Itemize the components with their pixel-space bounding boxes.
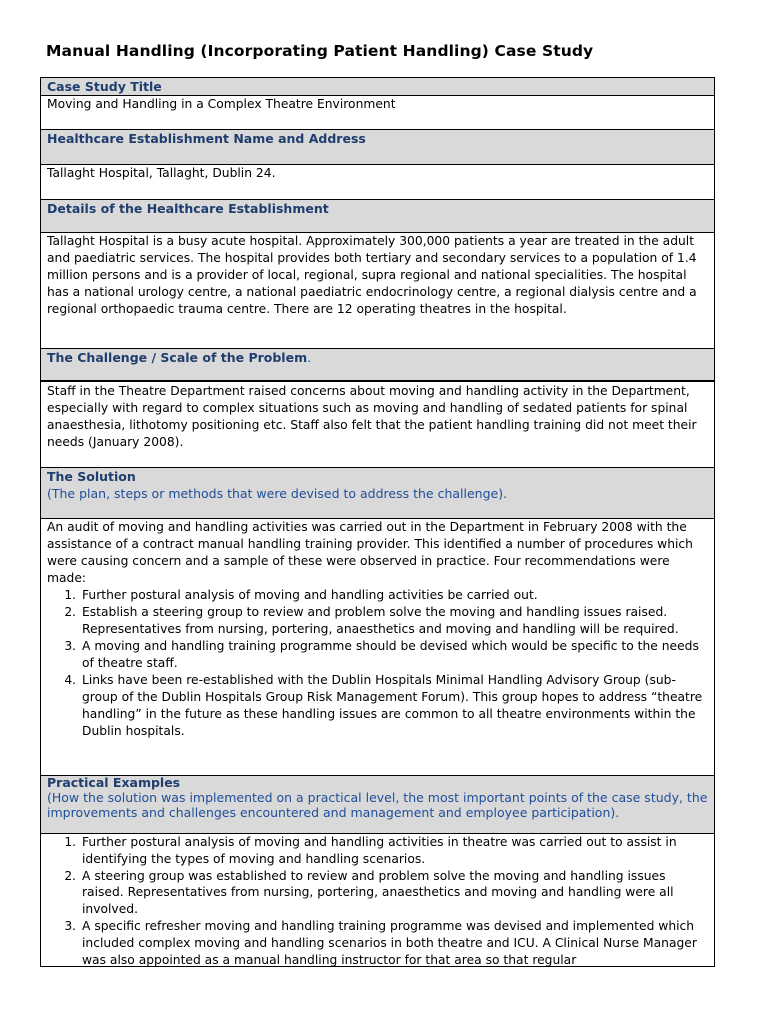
list-item: 3. A specific refresher moving and handling training programme was devised and implemented which included complex moving and handling scenarios in both theatre and ICU. A Clinical Nurse Manager was also appointed as a manual handling instructor for that area so that regular bbox=[80, 918, 708, 967]
list-item: 2. Establish a steering group to review and problem solve the moving and handling issues raised. Representatives from nursing, portering, anaesthetics and moving and handling will be required. bbox=[80, 604, 708, 638]
document-title: Manual Handling (Incorporating Patient Handling) Case Study bbox=[46, 42, 594, 60]
practical-examples-header bbox=[41, 776, 714, 834]
solution-subheading: (The plan, steps or methods that were devised to address the challenge). bbox=[47, 486, 508, 501]
practical-examples-list bbox=[47, 834, 708, 967]
establishment-details-value: Tallaght Hospital is a busy acute hospital. Approximately 300,000 patients a year are treated in the adult and paediatric services. The hospital provides both tertiary and secondary services to a population of 1.4 million persons and is a provider of local, regional, supra regional and national specialities. The hospital has a national urology centre, a national paediatric endocrinology centre, a regional dialysis centre and a regional orthopaedic trauma centre. There are 12 operating theatres in the hospital. bbox=[47, 234, 697, 316]
case-study-title-cell bbox=[41, 96, 714, 130]
establishment-details-cell bbox=[41, 233, 714, 349]
establishment-name-header bbox=[41, 130, 714, 165]
list-item: 3. A moving and handling training programme should be devised which would be specific to the needs of theatre staff. bbox=[80, 638, 708, 672]
list-item: 4. Links have been re-established with the Dublin Hospitals Minimal Handling Advisory Group (sub-group of the Dublin Hospitals Group Risk Management Forum). This group hopes to address “theatre handling” in the future as these handling issues are common to all theatre environments within the Dublin hospitals. bbox=[80, 672, 708, 740]
solution-header bbox=[41, 468, 714, 519]
solution-heading: The Solution bbox=[47, 469, 136, 484]
establishment-details-header bbox=[41, 200, 714, 233]
practical-examples-cell bbox=[41, 834, 714, 967]
establishment-name-heading: Healthcare Establishment Name and Address bbox=[47, 131, 366, 146]
challenge-heading-text: The Challenge / Scale of the Problem bbox=[47, 350, 308, 365]
challenge-value: Staff in the Theatre Department raised concerns about moving and handling activity in the Department, especially with regard to complex situations such as moving and handling of sedated patients for spinal anaesthesia, lithotomy positioning etc. Staff also felt that the patient handling training did not meet their needs (January 2008). bbox=[47, 384, 697, 449]
case-study-table bbox=[40, 77, 715, 967]
establishment-name-cell bbox=[41, 165, 714, 200]
practical-examples-heading: Practical Examples bbox=[47, 775, 181, 790]
list-item: 1. Further postural analysis of moving and handling activities in theatre was carried out to assist in identifying the types of moving and handling scenarios. bbox=[80, 834, 708, 868]
list-item: 1. Further postural analysis of moving and handling activities be carried out. bbox=[80, 587, 708, 604]
challenge-header bbox=[41, 349, 714, 382]
case-study-title-heading: Case Study Title bbox=[47, 79, 162, 94]
practical-examples-subheading: (How the solution was implemented on a practical level, the most important points of the case study, the improvements and challenges encountered and management and employee participation). bbox=[47, 790, 708, 820]
challenge-heading-suffix: . bbox=[307, 350, 312, 365]
solution-cell bbox=[41, 519, 714, 776]
establishment-name-value: Tallaght Hospital, Tallaght, Dublin 24. bbox=[47, 166, 276, 180]
solution-recommendations-list bbox=[47, 587, 708, 740]
list-item: 2. A steering group was established to review and problem solve the moving and handling issues raised. Representatives from nursing, portering, anaesthetics and moving and handling were all involved. bbox=[80, 868, 708, 918]
solution-intro: An audit of moving and handling activities was carried out in the Department in February 2008 with the assistance of a contract manual handling training provider. This identified a number of procedures which were causing concern and a sample of these were observed in practice. Four recommendations were made: bbox=[47, 520, 693, 585]
establishment-details-heading: Details of the Healthcare Establishment bbox=[47, 201, 329, 216]
challenge-heading bbox=[47, 349, 708, 366]
case-study-title-value: Moving and Handling in a Complex Theatre Environment bbox=[47, 97, 396, 111]
case-study-title-header bbox=[41, 78, 714, 96]
challenge-cell bbox=[41, 382, 714, 468]
